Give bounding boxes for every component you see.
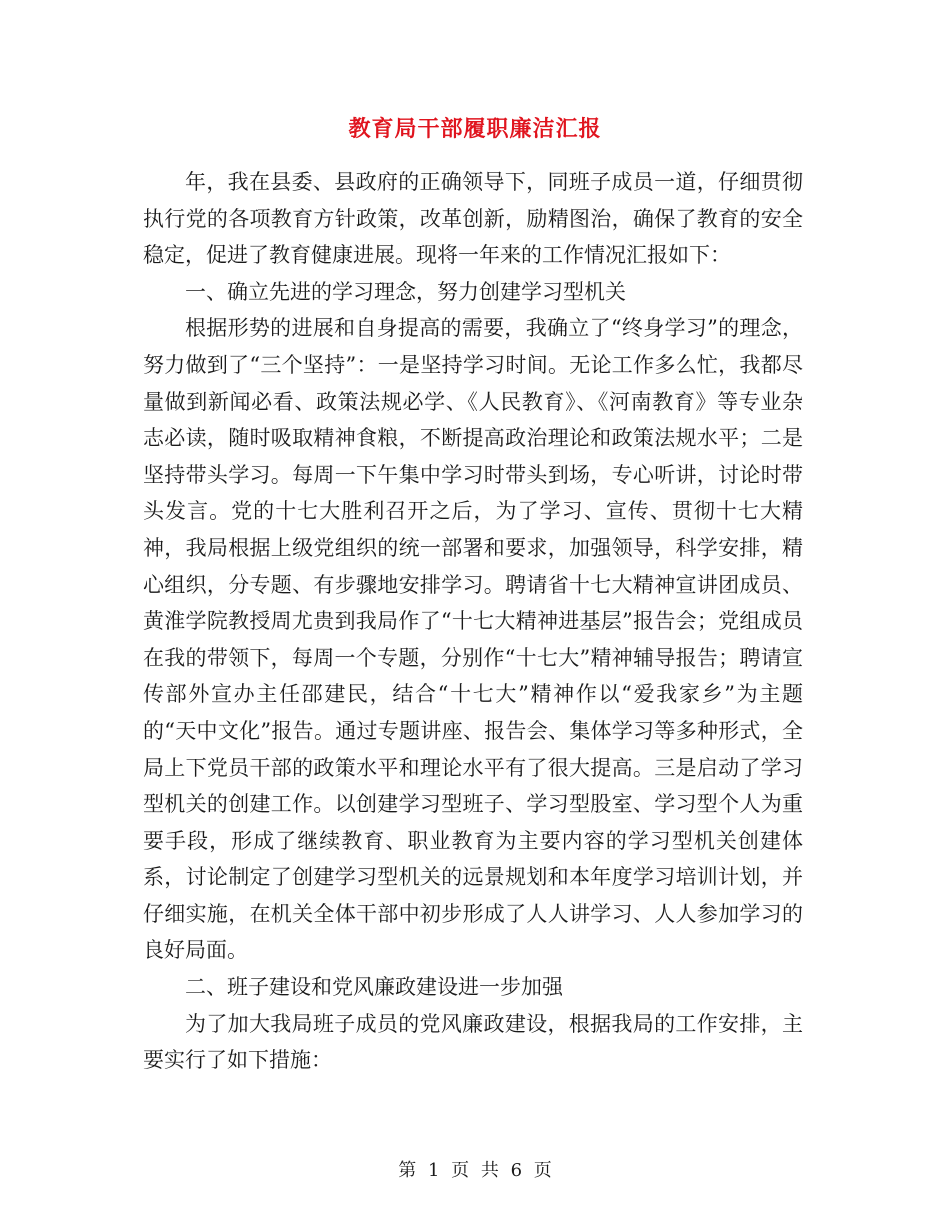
paragraph-learning: 根据形势的进展和自身提高的需要，我确立了“终身学习”的理念，努力做到了“三个坚持”：一是坚持学习时间。无论工作多么忙，我都尽量做到新闻必看、政策法规必学、《人民教育》、《河南教育》等专业杂志必读，随时吸取精神食粮，不断提高政治理论和政策法规水平；二是坚持带头学习。每周一下午集中学习时带头到场，专心听讲，讨论时带头发言。党的十七大胜利召开之后，为了学习、宣传、贯彻十七大精神，我局根据上级党组织的统一部署和要求，加强领导，科学安排，精心组织，分专题、有步骤地安排学习。聘请省十七大精神宣讲团成员、黄淮学院教授周尤贵到我局作了“十七大精神进基层”报告会；党组成员在我的带领下，每周一个专题，分别作“十七大”精神辅导报告；聘请宣传部外宣办主任邵建民，结合“十七大”精神作以“爱我家乡”为主题的“天中文化”报告。通过专题讲座、报告会、集体学习等多种形式，全局上下党员干部的政策水平和理论水平有了很大提高。三是启动了学习型机关的创建工作。以创建学习型班子、学习型股室、学习型个人为重要手段，形成了继续教育、职业教育为主要内容的学习型机关创建体系，讨论制定了创建学习型机关的远景规划和本年度学习培训计划，并仔细实施，在机关全体干部中初步形成了人人讲学习、人人参加学习的良好局面。 xyxy=(143,316,803,963)
paragraph-measures: 为了加大我局班子成员的党风廉政建设，根据我局的工作安排，主要实行了如下措施： xyxy=(143,1011,803,1073)
document-title: 教育局干部履职廉洁汇报 xyxy=(348,116,602,142)
section-heading-1: 一、确立先进的学习理念，努力创建学习型机关 xyxy=(185,279,626,304)
section-heading-2: 二、班子建设和党风廉政建设进一步加强 xyxy=(185,975,563,1000)
document-body xyxy=(143,164,803,1079)
paragraph-intro: 年，我在县委、县政府的正确领导下，同班子成员一道，仔细贯彻执行党的各项教育方针政策，改革创新，励精图治，确保了教育的安全稳定，促进了教育健康进展。现将一年来的工作情况汇报如下： xyxy=(143,170,803,268)
page-number-footer: 第 1 页 共 6 页 xyxy=(398,1160,552,1181)
